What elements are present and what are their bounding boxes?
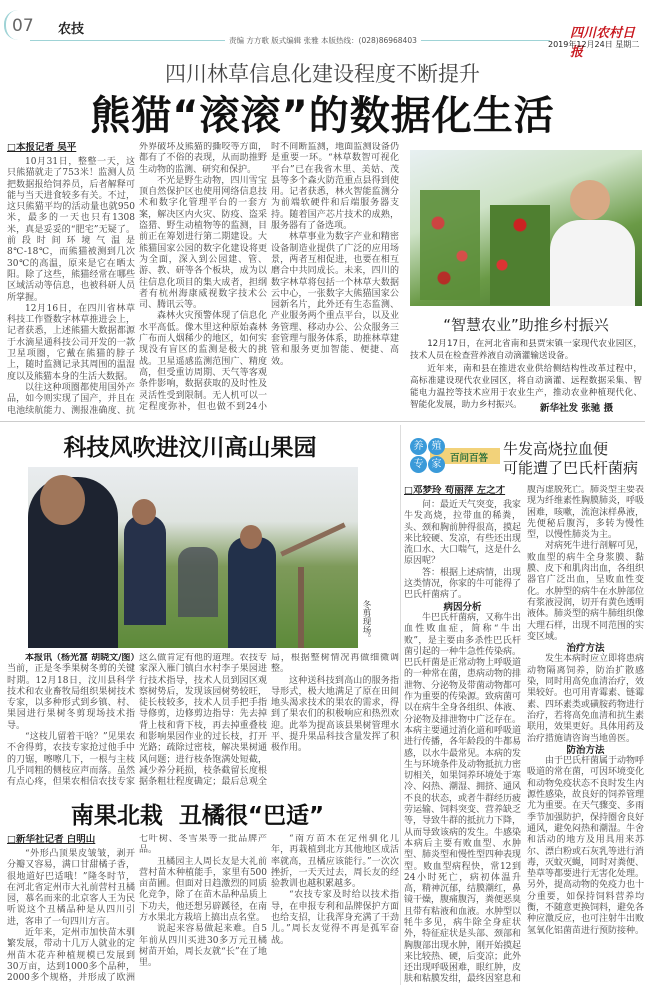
lead-byline: □本报记者 吴平 (7, 142, 77, 153)
paragraph: 近年来，南和县在推进农业供给侧结构性改革过程中，高标准建设现代农业园区，将自动滴灌、远程数据采集、智能电力温控等技术应用于农业生产，推动农业种植现代化、智能化发展，助力乡村振兴。 (410, 363, 642, 411)
qa-article (404, 485, 644, 990)
paragraph: 对病死牛进行剖解可见，败血型的病牛全身浆膜、黏膜、皮下和肌肉出血，各组织器官广泛出血，呈败血性变化。水肿型的病牛在水肿部位有浆液浸润，切开有黄色透明液体。肺炎型的病牛肺组织像大理石样，出现不同范围的实变区域。 (527, 541, 644, 642)
paragraph: 发生本病时应立即将患病动物隔离饲养，防治扩散感染，同时用高免血清治疗，效果较好。也可用青霉素、链霉素、四环素类或磺胺药物进行治疗，若将高免血清和抗生素联用，效果更好。具体用药及治疗措施请咨询当地兽医。 (527, 654, 644, 744)
lead-headline: 熊猫“滚滚”的数据化生活 (90, 93, 555, 139)
paragraph: 不光是野生动物，四川雪宝顶自然保护区也使用网络信息技术和数字化管理平台的一套方案，解决区内火灾、防疫、盗采盗猎、野生动植物等的监测，目前正在筹划进行第二期建设。大熊猫国家公园的数字化建设将更为全面，深入到公园建、管、游、教、研等各个板块，成为以往信息化项目的集大成者，担纲者有杭州海康威视数字技术公司、腾讯云等。 (139, 175, 267, 311)
issue-date: 2019年12月24日 星期二 (548, 40, 640, 49)
orchard-headline: 科技风吹进汶川高山果园 (63, 435, 317, 461)
paragraph: 由于巴氏杆菌属于动物呼吸道的常在菌，可因环境变化和动物免疫状态不良时发生内源性感染，故良好的饲养管理尤为重要。在天气骤变、多雨季节加强防护，保持圈舍良好通风，避免闷热和潮湿。牛舍和活动的地方及用具用来苏尔、漂白粉或石灰乳等进行消毒，灭蚊灭蝇，同时对粪便、垫草等都要进行无害化处理。另外，提高动物的免疫力也十分重要，如保持饲料营养均衡，不随意更换饲料，避免各种应激反应，也可注射牛出败氢氧化铝菌苗进行预防接种。 (527, 756, 644, 936)
paragraph: 牛巴氏杆菌病，又称牛出血性败血症，简称“牛出败”，是主要由多杀性巴氏杆菌引起的一种牛急性传染病。巴氏杆菌是正常动物上呼吸道的一种常在菌，患病动物的排泄物、分泌物及带菌动物都可作为重要的传染源。致病菌可以在病牛全身各组织、体液、分泌物及排泄物中广泛存在。本病主要通过消化道和呼吸道进行传播，各年龄段的牛都易感，以水牛最常见。本病的发生与环境条件及动物抵抗力密切相关，如果饲养环境处于寒冷、闷热、潮湿、拥挤、通风不良的状态，或者牛群经历疲劳运输、饲料突变、营养缺乏等，导致牛群的抵抗力下降，从而导致该病的发生。牛感染本病后主要有败血型、水肿型、肺炎型和慢性型四种表现型。败血型病程快，常12到24小时死亡，病初体温升高，精神沉郁，结膜潮红，鼻镜干燥，腹痛腹泻，粪便恶臭且带有粘液和血液。水肿型以牦牛多见，病牛除全身症状外，特征症状是头部、颈部和胸腹部出现水肿，刚开始摸起来比较热、硬，后变凉；此外还出现呼吸困难，眼红肿，皮肤和粘膜发绀，最终因窒息和腹泻虚脱死亡。肺炎型主要表现为纤维素性胸膜肺炎，呼吸困难，咳嗽，流泡沫样鼻液，先便秘后腹泻，多转为慢性型，以慢性肺炎为主。 (404, 485, 644, 985)
newspaper-logo: 四川农村日报 (570, 26, 636, 60)
orange-article (7, 834, 399, 990)
paragraph: “农技专家及时给以技术指导，在申报专利和品牌保护方面也给支招，让我浑身充满了干劲儿。”周长友觉得不再是孤军奋战。 (271, 890, 399, 946)
editors-line: 责编 方方歌 版式编辑 张雅 本版热线：(028)86968403 (225, 35, 421, 46)
orchard-article (7, 653, 399, 793)
paragraph: 12月16日，在四川省林草科技工作暨数字林草推进会上，记者获悉，上述熊猫大数据都源于水滴星通科技公司开发的一款卫星项圈，它戴在熊猫的脖子上，随时监测记录其周围的温湿度以及熊猫本身的生活大数据。 (7, 303, 135, 382)
paragraph: 10月31日，整整一天，这只熊猫就走了753米！监测人员把数据报给饲养员，后者解释可能与当天进食较多有关。不过，这只熊猫平均的活动量也就950米，最多的一天也只有1308米，真是妥妥的“肥宅”无疑了。前段时间环境气温是8℃-18℃，而熊猫被测到几次30℃的高温，原来是它在晒太阳。除了这些，熊猫经常在哪些区域活动等信息，也被科研人员所掌握。 (7, 157, 135, 303)
expert-badge (410, 438, 500, 474)
smart-agriculture-photo (410, 150, 642, 306)
lead-tag: 本报讯（杨光富 胡晓文/图） (25, 653, 140, 663)
column-divider (400, 425, 401, 985)
heading-treatment: 治疗方法 (566, 643, 605, 655)
photo-story-title: “智慧农业”助推乡村振兴 (443, 316, 609, 334)
paragraph: “外形凸顶果皮皱皱，剥开分瓣又容易，满口甘甜橘子香，很地道好巴适哦！”隆冬时节，在河北省定州市大礼前营村丑橘园，慕名而来的北京客人王为民听说这个丑橘品种是从四川引进，客串了一句四川方言。 (7, 849, 135, 927)
paragraph: 近年来，定州市加快苗木驯繁发展，带动十几万人就业的定州苗木花卉种植规模已发展到30万亩，达到1000多个品种，2000多个规格，并形成了欧洲七叶树、冬雪果等一批品牌产品。 (7, 834, 267, 984)
section-name: 农技 (58, 22, 85, 37)
paragraph: 这种送科技到高山的服务指导形式，极大地满足了原在田间地头渴求技术的果农的需求，得到了果农们的积极响应和热烈欢迎。此举为提高该县果树管理水平、提升果品科技含量发挥了积极作用。 (271, 675, 399, 754)
lead-subtitle: 四川林草信息化建设程度不断提升 (165, 62, 480, 86)
photo-credit: 新华社发 张驰 摄 (540, 403, 614, 414)
paragraph-text: 当前，正是冬季果树冬剪的关键时期。12月18日，汶川县科学技术和农业畜牧局组织果树技术专家，以多种形式到乡镇、村、果园进行果树冬剪现场技术指导。 (7, 664, 135, 731)
badge-char: 家 (428, 456, 445, 473)
qa-byline: □邓梦玲 苟丽萍 左之才 (404, 485, 506, 496)
heading-prevention: 防治方法 (566, 744, 605, 756)
paragraph: 丑橘园主人周长友是大礼前营村苗木种植能手，家里有500亩苗圃。但面对日趋激烈的同质化竞争，除了在苗木品种品质上下功夫，他还想另辟蹊径，在南方水果北方栽培上搞出点名堂。 (139, 856, 267, 924)
heading-cause: 病因分析 (443, 601, 482, 613)
paragraph: 说起来容易做起来难。自5年前从四川买进30多万元丑橘树苗开始，周长友就“长”在了地里。 (139, 924, 267, 969)
question: 问：最近天气突变，我家牛发高烧，拉带血的稀粪，头、颈和胸前肿得很高，摸起来比较硬、发凉，有些还出现流口水、大口喘气，这是什么原因呢？ (404, 500, 522, 567)
paragraph: 以往这种项圈都使用国外产品，如今则实现了国产，并且在电池续航能力、测报准确度、抗外界破坏及熊猫的撕咬等方面，都有了不俗的表现，从而助推野生动物的监测、研究和保护。 (7, 142, 267, 416)
page-number: 07 (12, 16, 34, 36)
badge-char: 专 (410, 456, 427, 473)
orange-byline: □新华社记者 白明山 (7, 834, 96, 845)
orchard-photo (28, 467, 358, 648)
paragraph: 林草事业为数字产业和精密设备制造业提供了广泛的应用场景，两者互相促进，也要在相互磨合中共同成长。未来，四川的数字林草将包括一个林草大数据云中心，一张数字大熊猫国家公园新名片，此外还有生态监测、产业服务两个重点平台，以及业务管理、移动办公、公众服务三套管理与服务体系，助推林草建管和服务更加智能、便捷、高效。 (271, 232, 399, 367)
qa-headline-line1: 牛发高烧拉血便 (503, 440, 609, 458)
qa-headline-line2: 可能遭了巴氏杆菌病 (503, 459, 639, 477)
orchard-photo-caption: 冬剪现场。 (361, 600, 371, 643)
section-divider (0, 421, 645, 422)
page-header (0, 0, 645, 60)
paragraph: 12月17日，在河北省南和县贾宋镇一家现代农业园区，技术人员在检查营养液自动滴灌输送设备。 (410, 339, 642, 362)
paragraph: “南方苗木在定州驯化几年，再栽植到北方其他地区成活率就高，丑橘应该能行。”一次次挫折，一天天过去，周长友的经验教训也越积累越多。 (271, 834, 399, 890)
badge-label: 百问百答 (450, 453, 489, 464)
paragraph: “这枝儿留着干啥？”见果农不舍得剪，农技专家抢过他手中的刀锯，嚓嚓几下，一根与主枝几乎同粗的侧枝应声而落。虽然有点心疼，但果农相信农技专家这么做肯定有他的道理。农技专家深入雁门镇白水村李子果园进行技术指导，技术人员到园区观察树势后，发现该园树势较旺，徒长枝较多，技术人员手把手指导修剪，边修剪边指导：先去掉背上枝和背下枝，再去掉重叠枝和影响果园作业的过长枝，打开光路；疏除过密枝，解决果树通风问题；进行枝条饱满处短截，减少养分耗损，枝条截留长度根据条粗壮程度确定；最后总观全局，根据整树情况再做细微调整。 (7, 653, 399, 788)
lead-article (7, 142, 399, 418)
paragraph (7, 653, 140, 732)
paragraph: 森林火灾预警体现了信息化水平高低。像木里这种原始森林广布而人烟稀少的地区，如何实现没有盲区的监测是极大的挑战。卫星遥感监测范围广、精度高，但受重访周期、天气等客观条件影响，数据获取的及时性及灵活性受到限制。无人机可以一定程度弥补，但也做不到24小时不间断监测，地面监测设备仍是重要一环。“林草数智可视化平台”已在我省木里、美姑、茂县等多个森火防范重点县得到使用。记者获悉，林火智能监测分为前端软硬件和后端服务器支持。随着国产芯片技术的成熟，服务器有了备选项。 (139, 142, 399, 412)
badge-char: 殖 (428, 438, 445, 455)
orange-headline: 南果北栽 丑橘很“巴适” (70, 803, 325, 829)
answer: 答：根据上述病情，出现这类情况，你家的牛可能得了巴氏杆菌病了。 (404, 567, 522, 601)
qa-headline (503, 440, 638, 478)
badge-char: 养 (410, 438, 427, 455)
